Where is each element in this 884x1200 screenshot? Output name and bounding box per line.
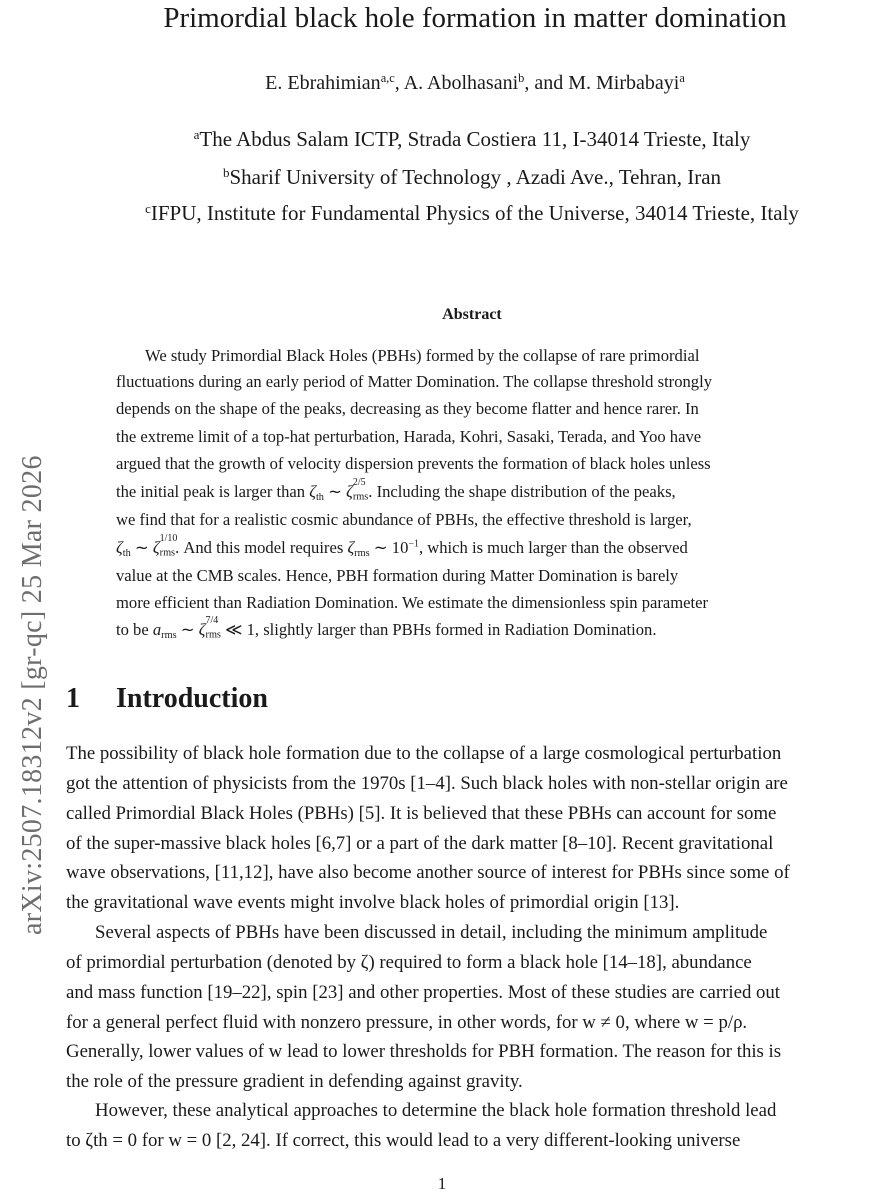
- intro-line: the role of the pressure gradient in defending against gravity.: [66, 1071, 523, 1092]
- author-list: E. Ebrahimian$^{a,c}$, A. Abolhasani$^b$, and M. Mirbabayi$^a$: [265, 71, 685, 94]
- abstract-line: argued that the growth of velocity dispersion prevents the formation of black holes unless: [116, 454, 711, 473]
- intro-line: However, these analytical approaches to determine the black hole formation threshold lead: [95, 1100, 777, 1121]
- abstract-line: the initial peak is larger than ζth ∼ ζ 2/5 rms. Including the shape distribution of the peaks,: [116, 476, 676, 504]
- author-affiliation-mark: a: [679, 71, 685, 86]
- author-name: M. Mirbabayi: [568, 72, 680, 94]
- section-heading: 1 Introduction: [66, 683, 268, 714]
- arxiv-identifier: arXiv:2507.18312v2 [gr-qc] 25 Mar 2026: [17, 455, 48, 935]
- author-name: E. Ebrahimian: [265, 72, 381, 94]
- abstract-line: the extreme limit of a top-hat perturbation, Harada, Kohri, Sasaki, Terada, and Yoo have: [116, 427, 702, 446]
- abstract-line: to be arms ∼ ζ 7/4 rms ≪ 1, slightly larger than PBHs formed in Radiation Domination.: [116, 614, 657, 642]
- intro-line: Several aspects of PBHs have been discussed in detail, including the minimum amplitude: [95, 922, 768, 943]
- abstract-heading: Abstract: [442, 306, 502, 323]
- affiliation: $^a$The Abdus Salam ICTP, Strada Costiera 11, I-34014 Trieste, Italy: [193, 126, 751, 151]
- affiliation: $^c$IFPU, Institute for Fundamental Physics of the Universe, 34014 Trieste, Italy: [145, 200, 799, 225]
- intro-line: called Primordial Black Holes (PBHs) [5]. It is believed that these PBHs can account for some: [66, 803, 777, 824]
- author-name: A. Abolhasani: [403, 72, 519, 94]
- intro-line: Generally, lower values of w lead to lower thresholds for PBH formation. The reason for this is: [66, 1041, 782, 1062]
- intro-line: The possibility of black hole formation due to the collapse of a large cosmological perturbation: [66, 743, 782, 764]
- page-number: 1: [437, 1174, 447, 1193]
- intro-line: of primordial perturbation (denoted by ζ) required to form a black hole [14–18], abundance: [66, 952, 752, 973]
- abstract-line: We study Primordial Black Holes (PBHs) formed by the collapse of rare primordial: [145, 346, 700, 365]
- intro-line: wave observations, [11,12], have also become another source of interest for PBHs since some of: [66, 862, 790, 883]
- author-affiliation-mark: b: [518, 71, 525, 86]
- intro-line: the gravitational wave events might involve black holes of primordial origin [13].: [66, 892, 680, 913]
- abstract-line: ζth ∼ ζ 1/10 rms. And this model requires ζrms ∼ $10^{-1}$, which is much larger than the observed: [116, 532, 688, 560]
- abstract-line: we find that for a realistic cosmic abundance of PBHs, the effective threshold is larger,: [116, 510, 692, 529]
- intro-line: and mass function [19–22], spin [23] and other properties. Most of these studies are carried out: [66, 982, 781, 1003]
- intro-line: to ζth = 0 for w = 0 [2, 24]. If correct, this would lead to a very different-looking universe: [66, 1130, 741, 1151]
- abstract-line: more efficient than Radiation Domination. We estimate the dimensionless spin parameter: [116, 593, 709, 612]
- paper-title: Primordial black hole formation in matter domination: [163, 2, 787, 34]
- author-affiliation-mark: a,c: [380, 71, 395, 86]
- affiliation: $^b$Sharif University of Technology , Azadi Ave., Tehran, Iran: [222, 164, 722, 189]
- intro-line: of the super-massive black holes [6,7] or a part of the dark matter [8–10]. Recent gravitational: [66, 833, 774, 854]
- intro-line: for a general perfect fluid with nonzero pressure, in other words, for w ≠ 0, where w = p/ρ.: [66, 1012, 748, 1033]
- intro-line: got the attention of physicists from the 1970s [1–4]. Such black holes with non-stellar origin are: [66, 773, 788, 794]
- abstract-line: fluctuations during an early period of Matter Domination. The collapse threshold strongly: [116, 372, 713, 391]
- abstract-line: value at the CMB scales. Hence, PBH formation during Matter Domination is barely: [116, 566, 679, 585]
- abstract-line: depends on the shape of the peaks, decreasing as they become flatter and hence rarer. In: [116, 399, 699, 418]
